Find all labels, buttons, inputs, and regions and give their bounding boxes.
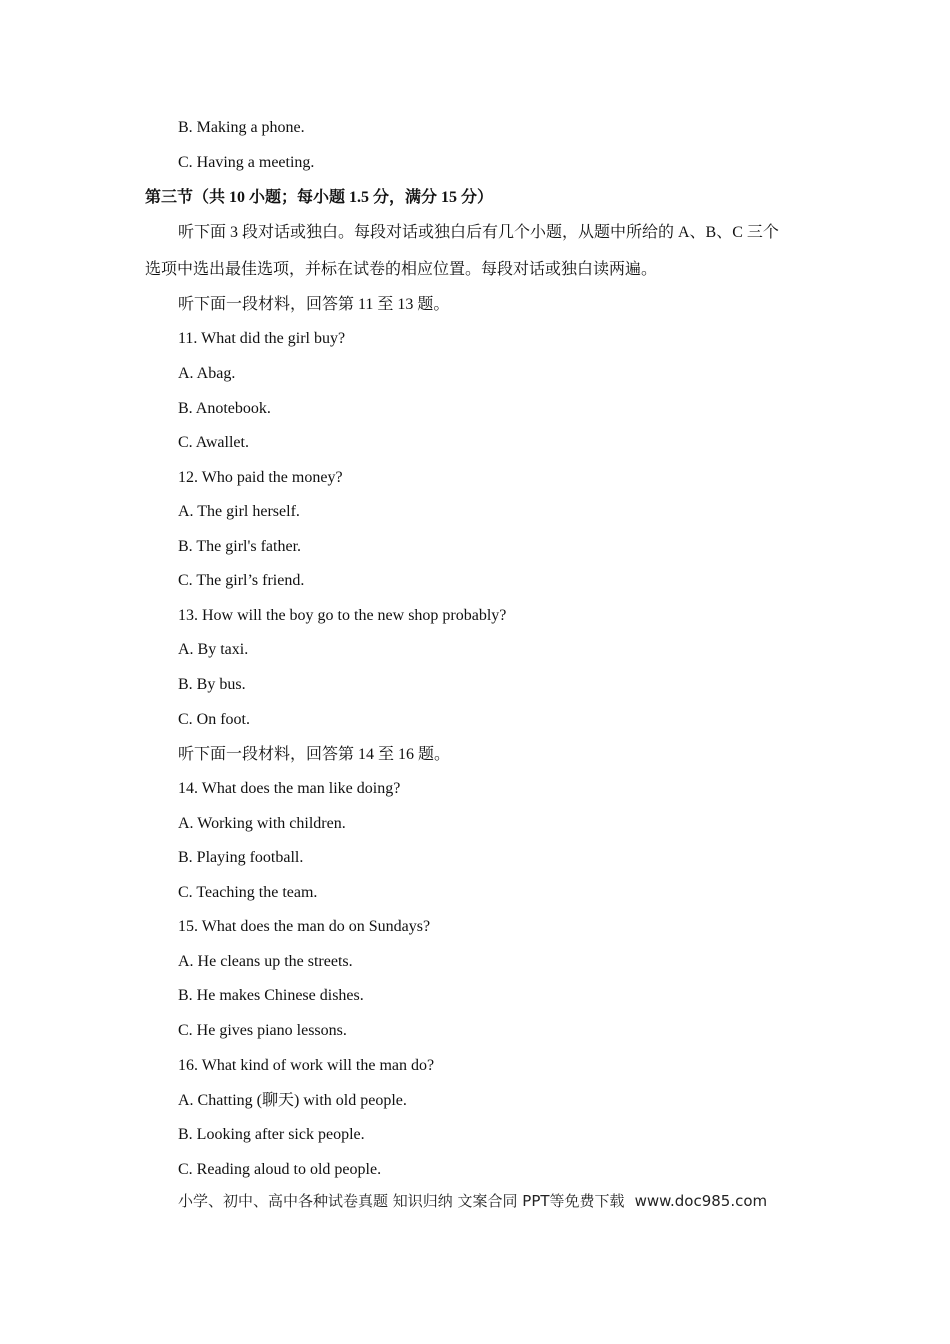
option-11a: A. Abag. xyxy=(178,365,236,382)
option-16c: C. Reading aloud to old people. xyxy=(178,1161,382,1178)
question-16: 16. What kind of work will the man do? xyxy=(178,1057,435,1074)
question-15: 15. What does the man do on Sundays? xyxy=(178,918,431,935)
question-14: 14. What does the man like doing? xyxy=(178,780,401,797)
option-11b: B. Anotebook. xyxy=(178,400,271,417)
option-16a: A. Chatting (聊天) with old people. xyxy=(178,1092,407,1109)
section-title: 第三节（共 10 小题；每小题 1.5 分，满分 15 分） xyxy=(145,189,494,206)
passage-intro-2: 听下面一段材料，回答第 14 至 16 题。 xyxy=(178,746,451,763)
option-15c: C. He gives piano lessons. xyxy=(178,1022,347,1039)
option-13c: C. On foot. xyxy=(178,711,250,728)
option-12b: B. The girl's father. xyxy=(178,538,302,555)
option-15b: B. He makes Chinese dishes. xyxy=(178,987,364,1004)
option-13b: B. By bus. xyxy=(178,676,246,693)
footer-site-link[interactable]: www.doc985.com xyxy=(634,1192,768,1210)
option-13a: A. By taxi. xyxy=(178,641,249,658)
footer-text: 小学、初中、高中各种试卷真题 知识归纳 文案合同 PPT等免费下载 xyxy=(178,1192,625,1210)
option-14b: B. Playing football. xyxy=(178,849,304,866)
question-12: 12. Who paid the money? xyxy=(178,469,343,486)
option-10c: C. Having a meeting. xyxy=(178,154,315,171)
section-instructions-line1: 听下面 3 段对话或独白。每段对话或独白后有几个小题，从题中所给的 A、B、C 三个 xyxy=(178,224,779,241)
option-11c: C. Awallet. xyxy=(178,434,249,451)
passage-intro-1: 听下面一段材料，回答第 11 至 13 题。 xyxy=(178,296,450,313)
option-12c: C. The girl’s friend. xyxy=(178,572,305,589)
question-11: 11. What did the girl buy? xyxy=(178,330,346,347)
option-16b: B. Looking after sick people. xyxy=(178,1126,365,1143)
option-10b: B. Making a phone. xyxy=(178,119,305,136)
option-14a: A. Working with children. xyxy=(178,815,346,832)
option-15a: A. He cleans up the streets. xyxy=(178,953,353,970)
option-14c: C. Teaching the team. xyxy=(178,884,318,901)
question-13: 13. How will the boy go to the new shop probably? xyxy=(178,607,507,624)
page-footer xyxy=(178,1191,767,1211)
option-12a: A. The girl herself. xyxy=(178,503,300,520)
section-instructions-line2: 选项中选出最佳选项，并标在试卷的相应位置。每段对话或独白读两遍。 xyxy=(145,261,658,278)
